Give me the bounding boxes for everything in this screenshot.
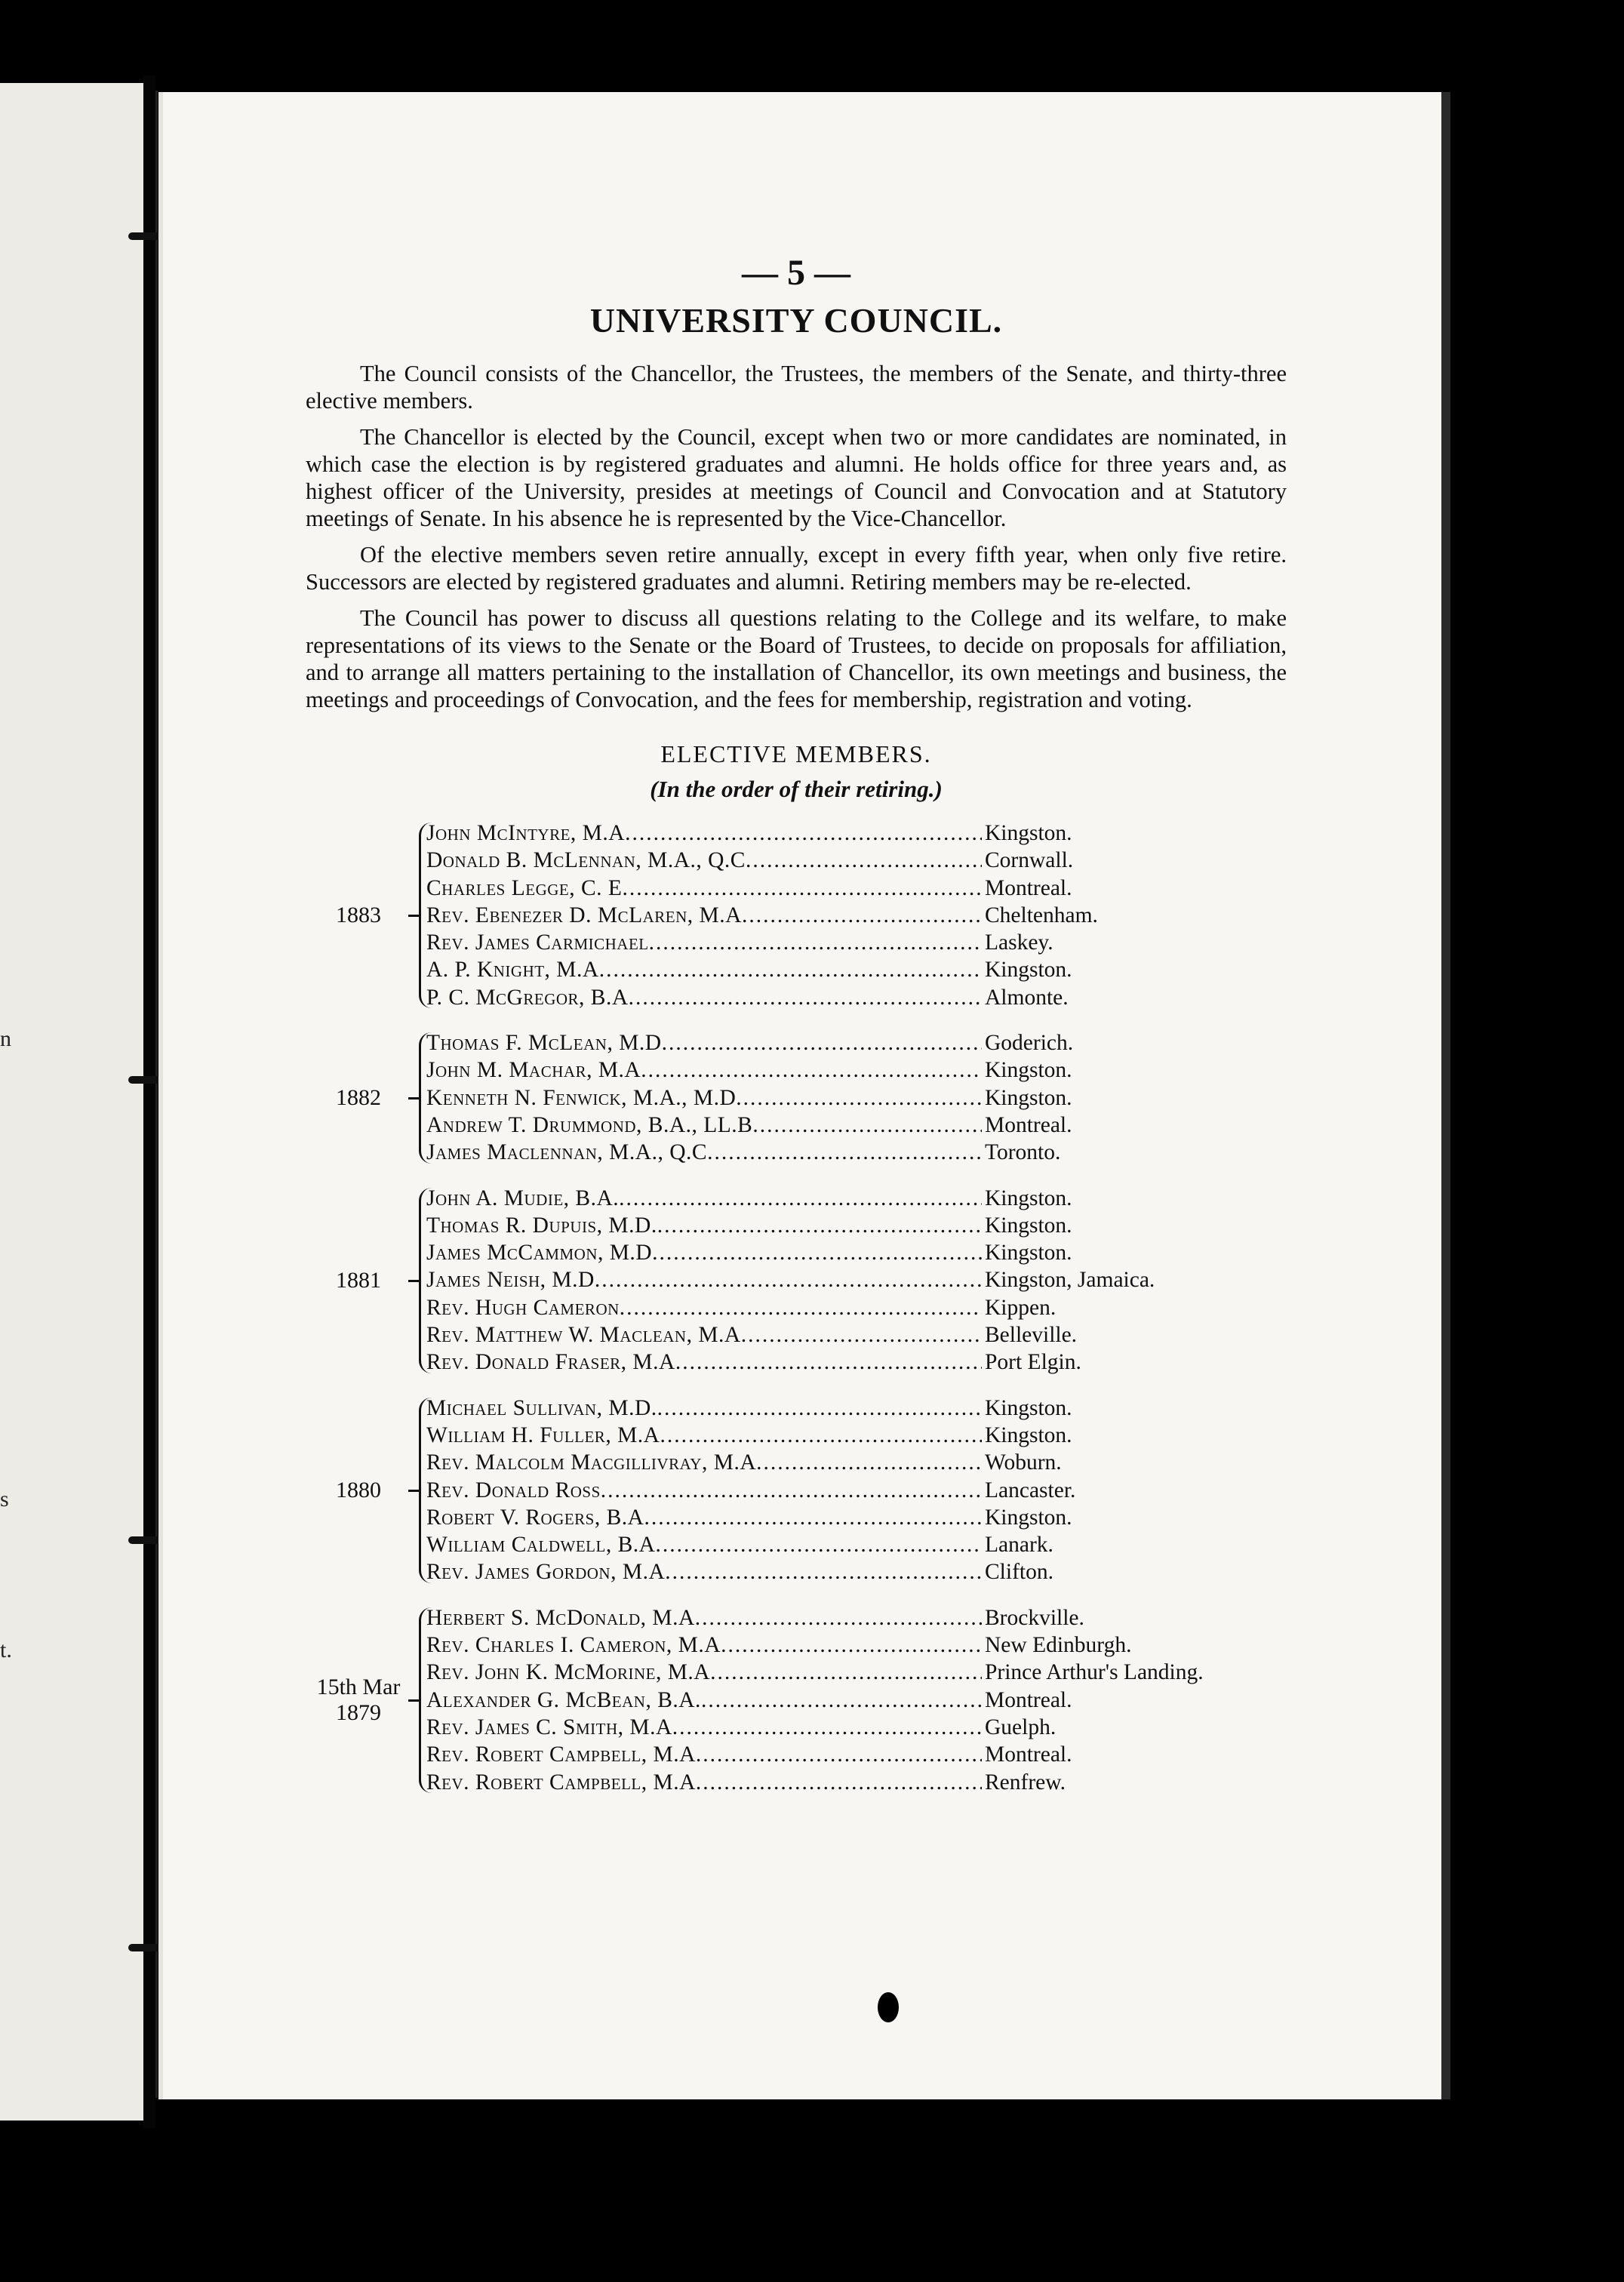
member-name: Rev. Robert Campbell, M.A [426,1770,696,1795]
member-place: Renfrew. [985,1770,1066,1795]
member-name: Rev. Charles I. Cameron, M.A [426,1633,721,1658]
member-name: John McIntyre, M.A [426,821,626,845]
group-brace [419,1032,432,1163]
member-row [426,1504,1287,1531]
page-content [306,251,1287,1814]
member-row [426,1477,1287,1504]
paragraph: The Council consists of the Chancellor, the Trustees, the members of the Senate, and thirty-three elective members. [306,361,1287,414]
retiring-year: 1881 [336,1267,381,1293]
member-row [426,1558,1287,1585]
group-brace [419,1188,432,1373]
member-name: Thomas R. Dupuis, M.D. [426,1213,657,1238]
group-brace [419,1607,432,1793]
dot-leader [696,1741,982,1768]
member-row [426,902,1287,929]
member-row [426,1056,1287,1084]
member-name: William Caldwell, B.A [426,1533,656,1558]
dot-leader [707,1139,982,1166]
dot-leader [655,1531,982,1558]
facing-page-fragment: n [0,1026,11,1051]
page-title: UNIVERSITY COUNCIL. [589,301,1003,340]
member-place: Belleville. [985,1323,1078,1348]
member-name: Rev. Malcolm Macgillivray, M.A [426,1450,757,1475]
member-name: P. C. McGregor, B.A [426,985,629,1010]
dot-leader [752,1112,982,1139]
member-row [426,956,1287,983]
dot-leader [657,1395,982,1422]
member-row [426,875,1287,902]
dot-leader [662,1029,982,1056]
member-row [426,1294,1287,1321]
member-place: Guelph. [985,1715,1057,1739]
member-place: Kingston. [985,1422,1072,1447]
dot-leader [657,1212,982,1239]
dot-leader [641,1056,982,1084]
member-place: Lanark. [985,1533,1053,1558]
member-row [426,1139,1287,1166]
member-name: Rev. Ebenezer D. McLaren, M.A [426,903,742,927]
member-place: Laskey. [985,930,1053,955]
dot-leader [599,956,982,983]
dot-leader [721,1632,982,1659]
member-place: Montreal. [985,1112,1072,1137]
member-row [426,1084,1287,1112]
member-row [426,1029,1287,1056]
dot-leader [696,1769,982,1796]
paragraph: Of the elective members seven retire annually, except in every fifth year, when only five retire. Successors are elected by registered graduates and alumni. Retiring members may be re-elected. [306,542,1287,595]
member-place: Montreal. [985,875,1072,900]
elective-members-list [306,820,1287,1796]
year-group [336,1185,1287,1376]
member-place: Kippen. [985,1295,1057,1320]
dot-leader [710,1659,982,1686]
member-place: Kingston. [985,1058,1072,1083]
member-row [426,929,1287,956]
member-place: Lancaster. [985,1478,1076,1502]
dot-leader [622,875,982,902]
member-name: John M. Machar, M.A [426,1058,641,1083]
dot-leader [644,1504,982,1531]
dot-leader [652,1239,982,1266]
ink-blot [878,1992,899,2022]
group-brace [419,1398,432,1583]
member-row [426,1112,1287,1139]
paragraph: The Council has power to discuss all questions relating to the College and its welfare, to make representations of its views to the Senate or the Board of Trustees, to decide on proposals for affiliation, and to arrange all matters pertaining to the installation of Chancellor, its own meetings and business, the meetings and proceedings of Convocation, and the fees for membership, registration and voting. [306,605,1287,712]
member-row [426,1422,1287,1449]
member-row [426,1239,1287,1266]
member-place: Woburn. [985,1450,1062,1475]
member-place: Cheltenham. [985,903,1098,927]
member-name: Robert V. Rogers, B.A [426,1505,644,1530]
member-row [426,1769,1287,1796]
member-row [426,1741,1287,1768]
page-number: — 5 — [742,253,850,293]
member-place: Kingston. [985,1085,1072,1110]
member-name: Alexander G. McBean, B.A. [426,1687,701,1712]
document-page [158,92,1441,2099]
facing-page-fragment: s [0,1487,9,1512]
member-row [426,1212,1287,1239]
member-place: Port Elgin. [985,1350,1081,1375]
dot-leader [742,902,982,929]
binding-line [155,91,158,2098]
retiring-year: 1883 [336,903,381,928]
member-row [426,1349,1287,1376]
member-row [426,1632,1287,1659]
dot-leader [701,1687,982,1714]
member-place: Kingston. [985,1241,1072,1266]
member-place: Kingston. [985,1213,1072,1238]
member-row [426,820,1287,847]
member-place: Brockville. [985,1605,1084,1630]
member-name: Rev. James C. Smith, M.A [426,1715,672,1739]
dot-leader [746,847,982,874]
dot-leader [756,1449,982,1476]
member-row [426,1687,1287,1714]
member-row [426,984,1287,1011]
member-row [426,1395,1287,1422]
member-name: Kenneth N. Fenwick, M.A., M.D [426,1085,737,1110]
member-name: Rev. John K. McMorine, M.A [426,1660,711,1685]
member-row [426,1266,1287,1293]
member-name: Rev. James Carmichael [426,930,649,955]
year-group [316,1604,1287,1796]
member-place: Almonte. [985,985,1069,1010]
member-name: Andrew T. Drummond, B.A., LL.B [426,1112,753,1137]
dot-leader [672,1714,982,1741]
dot-leader [695,1604,982,1632]
member-place: Kingston. [985,958,1072,983]
dot-leader [620,1294,982,1321]
dot-leader [665,1558,982,1585]
year-group [336,820,1287,1011]
facing-page-edge [0,83,143,2121]
member-row [426,1659,1287,1686]
dot-leader [649,929,982,956]
member-name: Thomas F. McLean, M.D [426,1031,662,1056]
member-row [426,1321,1287,1349]
dot-leader [660,1422,982,1449]
section-subheading: (In the order of their retiring.) [650,776,943,802]
member-place: Kingston. [985,1395,1072,1420]
dot-leader [736,1084,982,1112]
member-row [426,1449,1287,1476]
year-group [336,1029,1287,1166]
member-place: Toronto. [985,1140,1061,1165]
member-name: Rev. Hugh Cameron [426,1295,620,1320]
member-place: Kingston, Jamaica. [985,1268,1155,1293]
group-brace [419,823,432,1008]
member-name: Rev. James Gordon, M.A [426,1560,666,1585]
dot-leader [629,984,982,1011]
member-place: Kingston. [985,821,1072,845]
dot-leader [619,1185,982,1212]
year-group [336,1395,1287,1586]
member-name: Rev. Robert Campbell, M.A [426,1742,696,1767]
member-place: Kingston. [985,1186,1072,1210]
member-place: Prince Arthur's Landing. [985,1660,1204,1685]
member-name: James McCammon, M.D [426,1241,653,1266]
member-place: Kingston. [985,1505,1072,1530]
paragraph: The Chancellor is elected by the Council, except when two or more candidates are nominated, in which case the election is by registered graduates and alumni. He holds office for three years and, as highest officer of the University, presides at meetings of Council and Convocation and at Statutory meetings of Senate. In his absence he is represented by the Vice-Chancellor. [306,424,1287,531]
retiring-year: 1882 [336,1084,381,1110]
book-gutter [143,75,155,2128]
dot-leader [595,1266,982,1293]
member-row [426,1531,1287,1558]
page-edge-shadow [1441,92,1450,2099]
member-place: New Edinburgh. [985,1633,1132,1658]
member-name: A. P. Knight, M.A [426,958,599,983]
member-row [426,1604,1287,1632]
retiring-year: 1880 [336,1477,381,1502]
member-place: Montreal. [985,1687,1072,1712]
member-row [426,1185,1287,1212]
member-name: Michael Sullivan, M.D. [426,1395,657,1420]
member-name: Rev. Donald Ross [426,1478,601,1502]
member-name: Charles Legge, C. E [426,875,623,900]
member-name: John A. Mudie, B.A. [426,1186,620,1210]
member-name: Rev. Matthew W. Maclean, M.A [426,1323,741,1348]
member-row [426,847,1287,874]
section-heading: ELECTIVE MEMBERS. [660,740,932,767]
member-place: Goderich. [985,1031,1074,1056]
member-row [426,1714,1287,1741]
member-name: James Neish, M.D [426,1268,595,1293]
member-place: Montreal. [985,1742,1072,1767]
dot-leader [741,1321,982,1349]
facing-page-fragment: t. [0,1638,12,1662]
member-name: Rev. Donald Fraser, M.A [426,1350,675,1375]
dot-leader [601,1477,982,1504]
member-name: Donald B. McLennan, M.A., Q.C [426,848,746,873]
member-name: James Maclennan, M.A., Q.C [426,1140,708,1165]
dot-leader [625,820,982,847]
dot-leader [675,1349,982,1376]
member-name: William H. Fuller, M.A [426,1422,660,1447]
retiring-year: 15th Mar 1879 [316,1674,401,1725]
member-place: Clifton. [985,1560,1053,1585]
member-name: Herbert S. McDonald, M.A [426,1605,695,1630]
member-place: Cornwall. [985,848,1074,873]
